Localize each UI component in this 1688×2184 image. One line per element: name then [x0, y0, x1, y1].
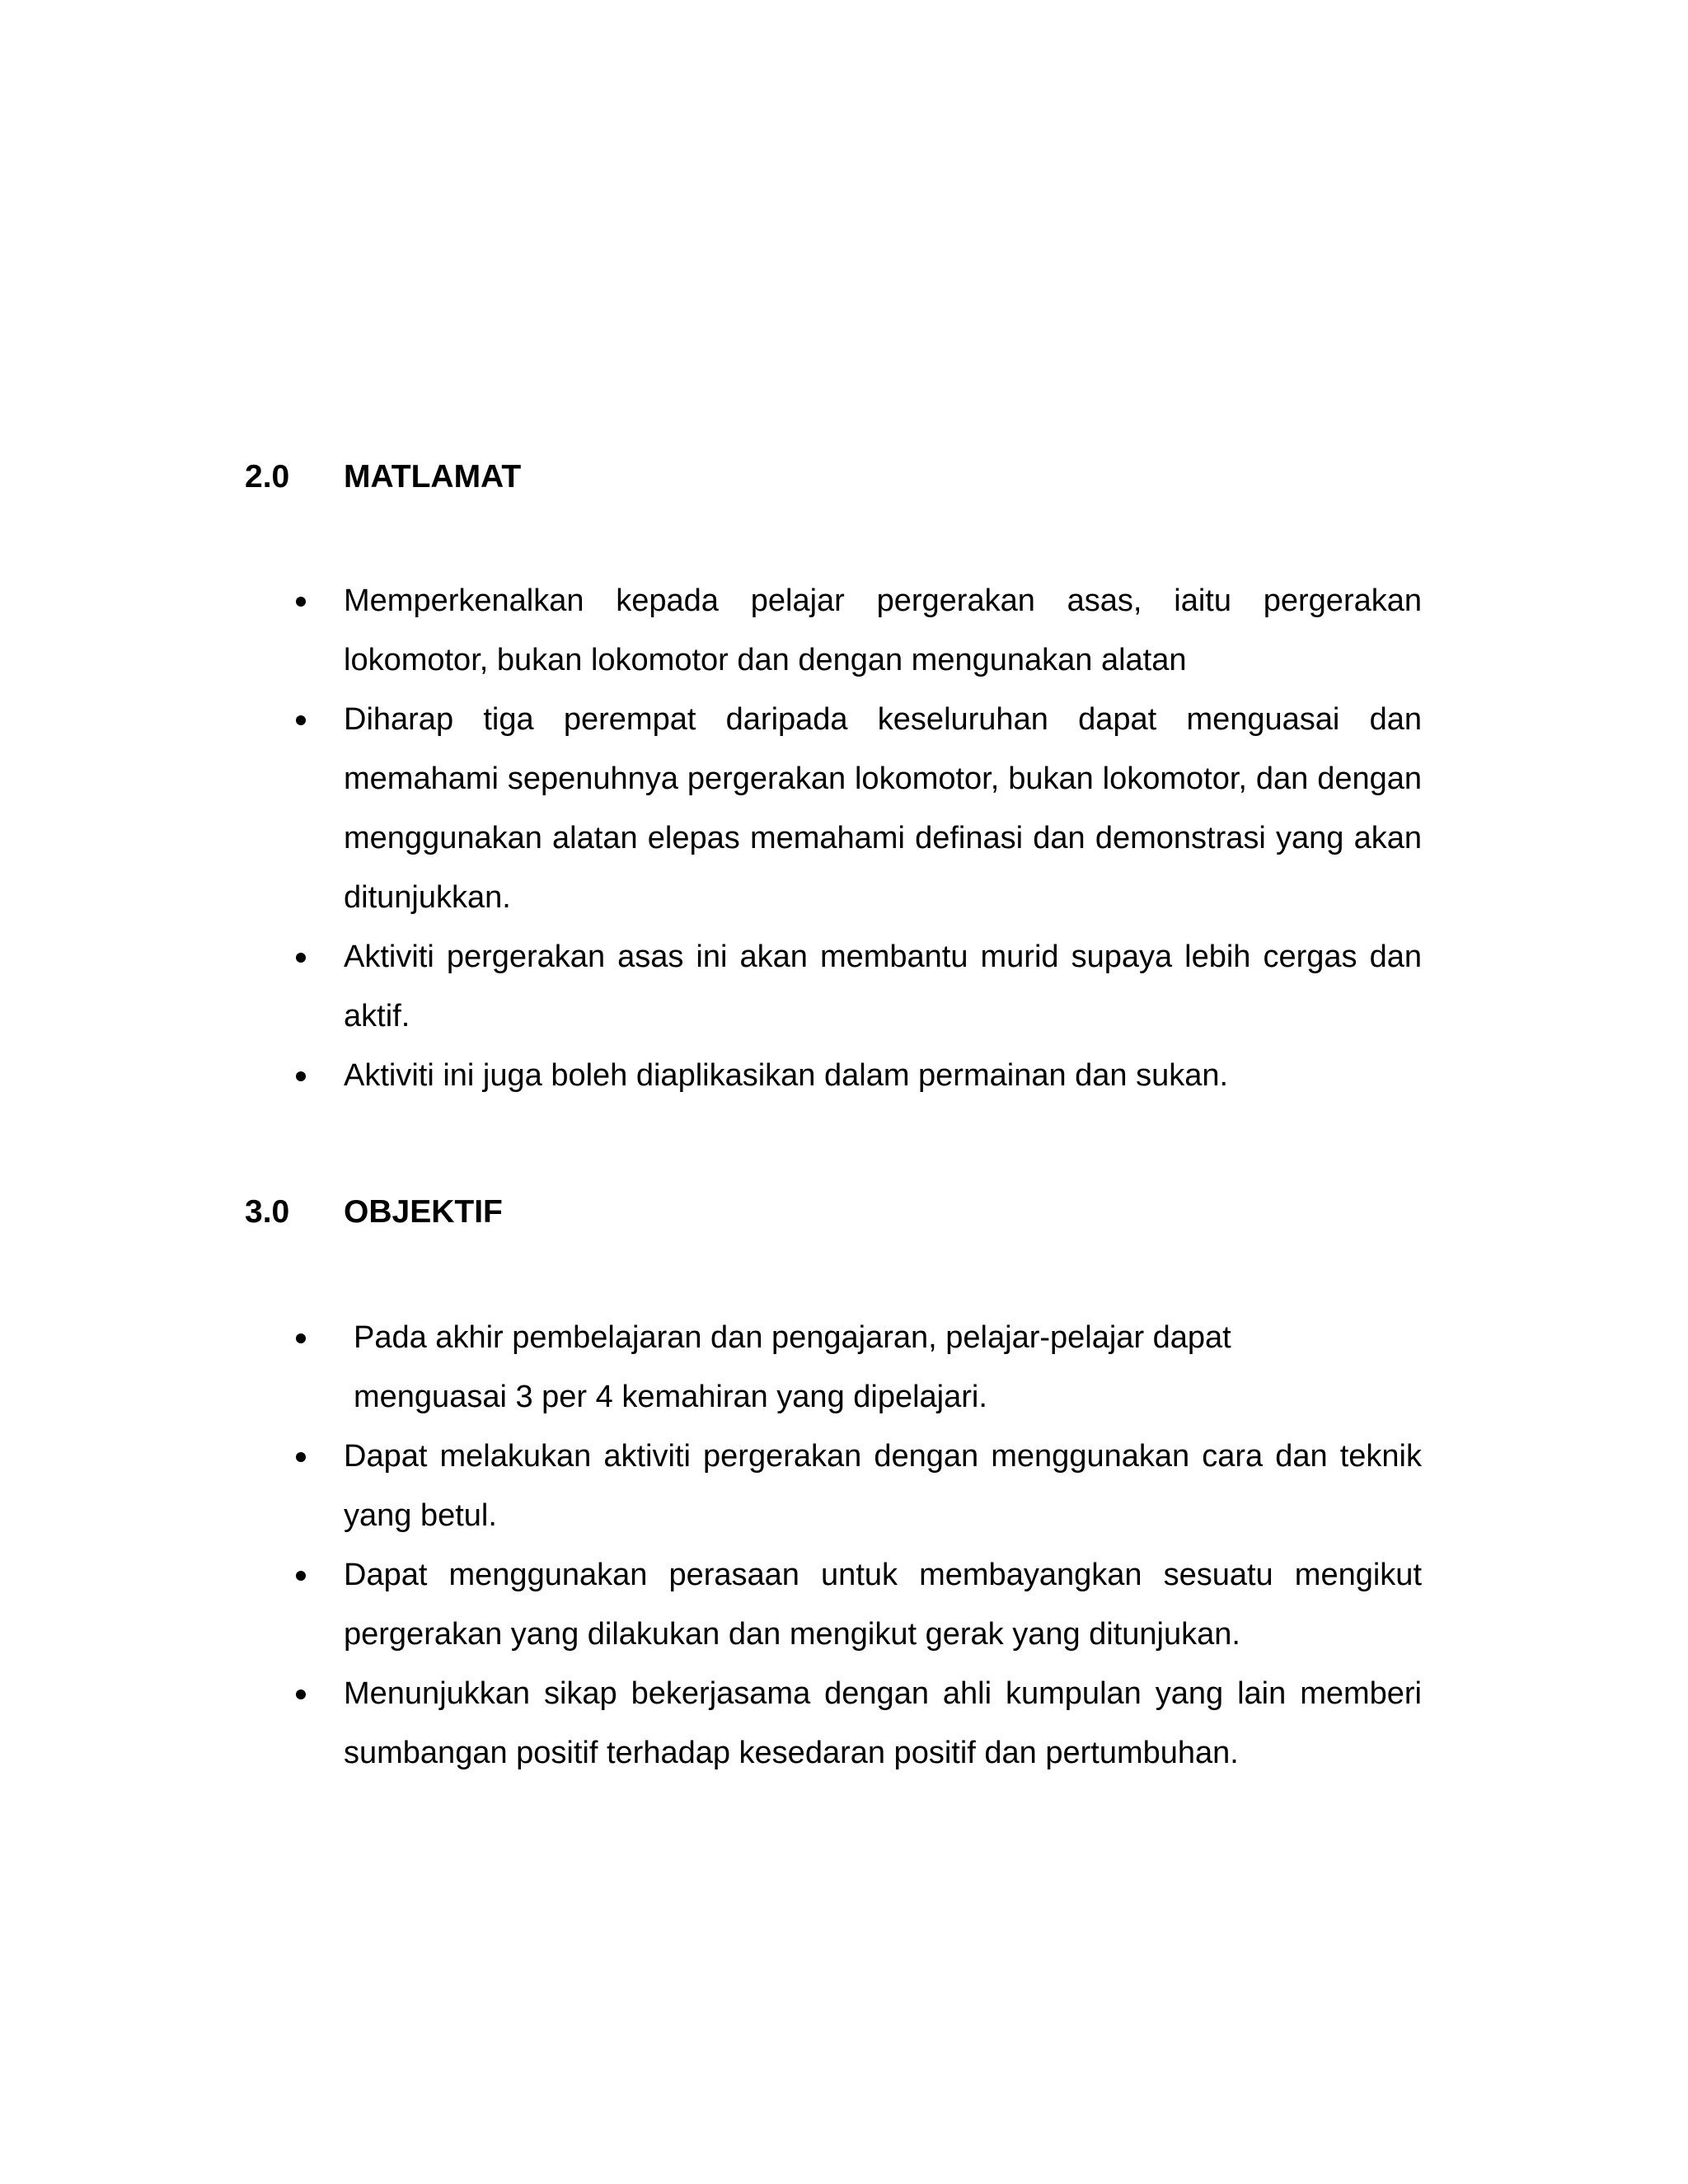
bullet-icon	[296, 1571, 306, 1581]
bullet-icon	[296, 597, 306, 607]
section-title: MATLAMAT	[344, 459, 522, 494]
list-item-text: Aktiviti ini juga boleh diaplikasikan dalam permainan dan sukan.	[344, 1058, 1229, 1093]
list-item-text: Aktiviti pergerakan asas ini akan membantu murid supaya lebih cergas dan aktif.	[344, 940, 1422, 1033]
list-item-text: menguasai 3 per 4 kemahiran yang dipelajari.	[354, 1380, 987, 1414]
bullet-icon	[296, 953, 306, 963]
section-number: 2.0	[245, 459, 290, 494]
list-item	[245, 1046, 1422, 1105]
list-item-text: Diharap tiga perempat daripada keseluruhan dapat menguasai dan memahami sepenuhnya pergerakan lokomotor, bukan lokomotor, dan dengan menggunakan alatan elepas memahami definasi dan demonstrasi yang akan ditunjukkan.	[344, 702, 1422, 915]
list-item-text: Menunjukkan sikap bekerjasama dengan ahli kumpulan yang lain memberi sumbangan positif terhadap kesedaran positif dan pertumbuhan.	[344, 1676, 1422, 1770]
list-item-text: Dapat menggunakan perasaan untuk membayangkan sesuatu mengikut pergerakan yang dilakukan dan mengikut gerak yang ditunjukan.	[344, 1558, 1422, 1652]
list-item	[245, 1427, 1422, 1545]
list-item	[245, 1308, 1422, 1427]
bullet-icon	[296, 1452, 306, 1462]
list-item-text: Memperkenalkan kepada pelajar pergerakan asas, iaitu pergerakan lokomotor, bukan lokomotor dan dengan mengunakan alatan	[344, 583, 1422, 677]
bullet-icon	[296, 1071, 306, 1081]
section-objektif	[245, 1193, 1422, 1783]
objektif-list	[245, 1308, 1422, 1783]
section-number: 3.0	[245, 1194, 290, 1230]
list-item	[245, 1545, 1422, 1664]
list-item	[245, 690, 1422, 927]
list-item	[245, 1664, 1422, 1783]
list-item	[245, 571, 1422, 690]
list-item-text: Pada akhir pembelajaran dan pengajaran, pelajar-pelajar dapat	[354, 1320, 1231, 1355]
section-heading	[245, 457, 1422, 497]
list-item	[245, 927, 1422, 1046]
list-item-text: Dapat melakukan aktiviti pergerakan dengan menggunakan cara dan teknik yang betul.	[344, 1439, 1422, 1533]
section-title: OBJEKTIF	[344, 1194, 503, 1230]
bullet-icon	[296, 715, 306, 725]
matlamat-list	[245, 571, 1422, 1105]
bullet-icon	[296, 1690, 306, 1699]
section-matlamat	[245, 457, 1422, 1105]
bullet-icon	[296, 1333, 306, 1343]
section-heading	[245, 1193, 1422, 1232]
